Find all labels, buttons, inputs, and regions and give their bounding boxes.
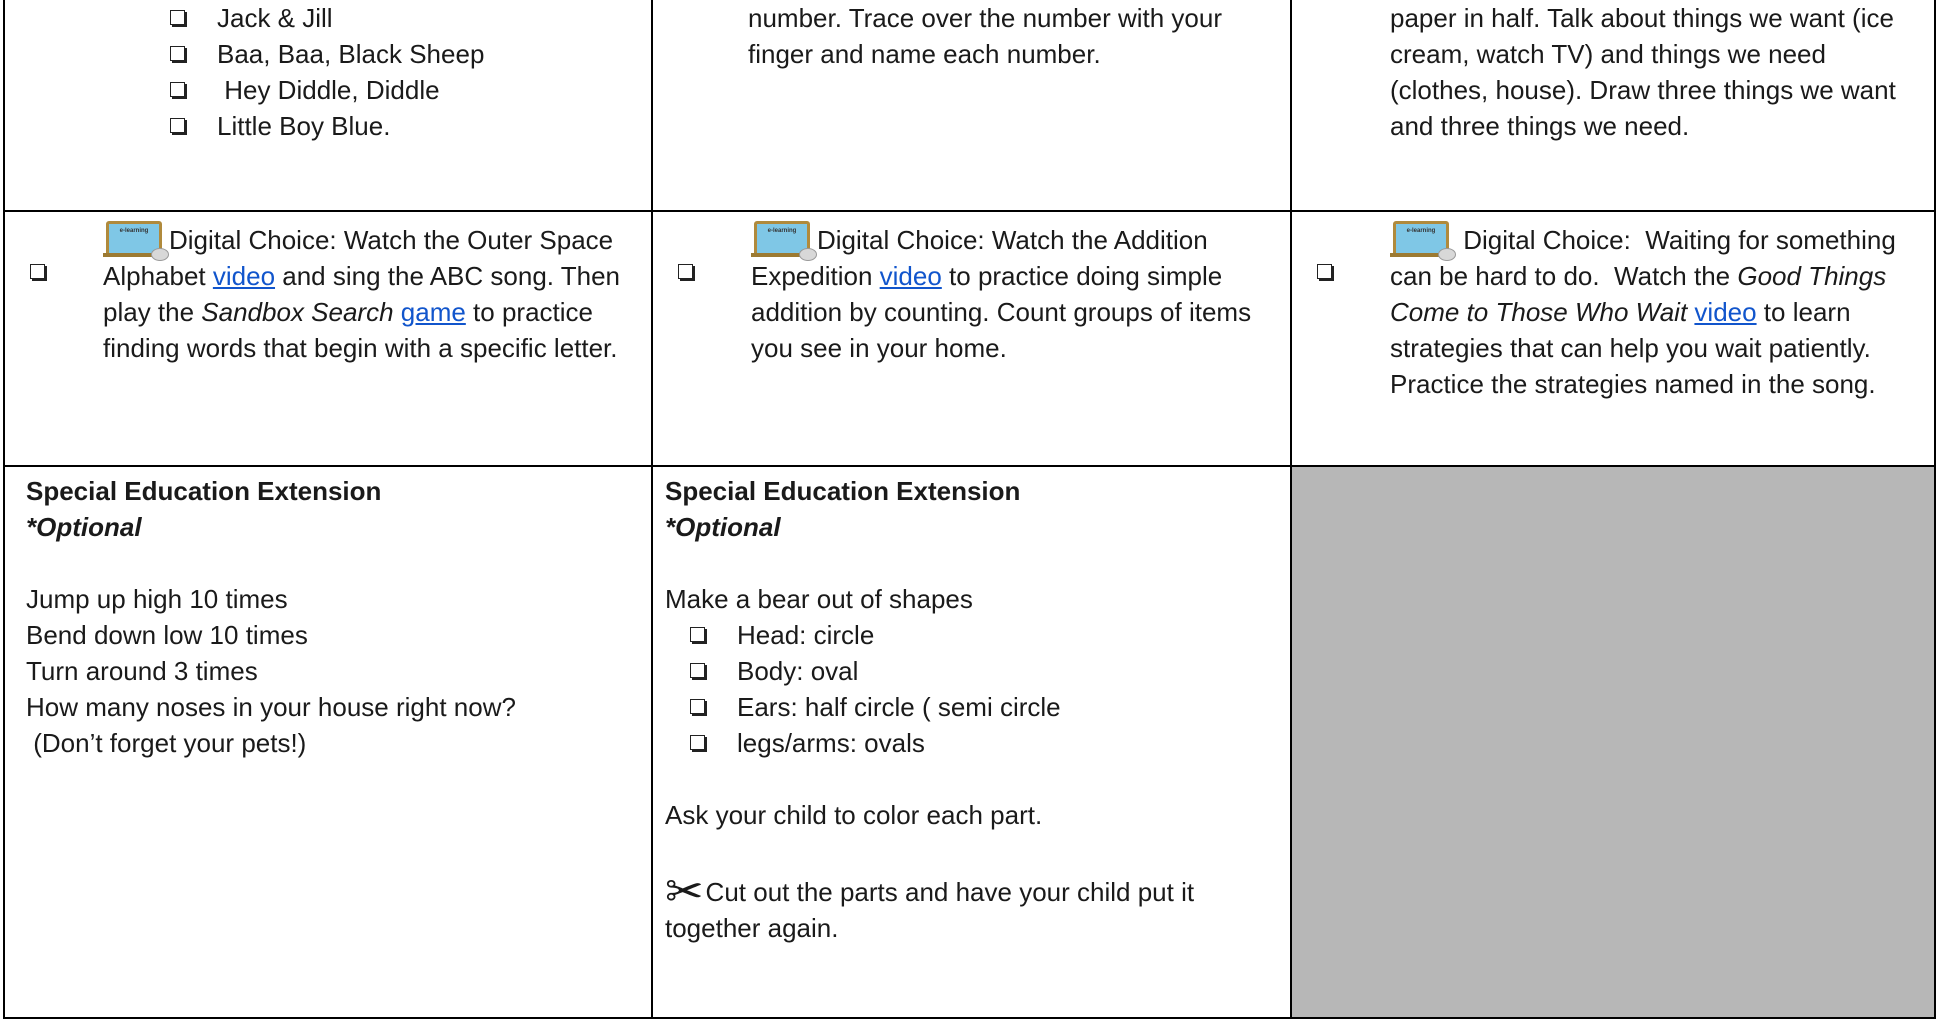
list-item[interactable]: Jack & Jill — [170, 0, 651, 36]
list-item[interactable]: Baa, Baa, Black Sheep — [170, 36, 651, 72]
rhymes-list — [170, 0, 651, 144]
optional-label: *Optional — [26, 512, 142, 542]
checkbox[interactable] — [678, 264, 693, 279]
list-item[interactable]: Ears: half circle ( semi circle — [690, 689, 1278, 725]
scissors-icon: ✂ — [665, 865, 704, 917]
activity-line: Turn around 3 times — [26, 656, 258, 686]
video-link[interactable]: video — [1694, 297, 1757, 327]
activity-line: Jump up high 10 times — [26, 584, 288, 614]
empty-gray-cell — [1291, 466, 1935, 1018]
table-row — [4, 0, 1935, 211]
laptop-icon: e-learning — [1390, 222, 1452, 258]
digital-text: Digital Choice: Waiting for something can be hard to do. Watch the — [1390, 225, 1904, 291]
wants-needs-cell — [1291, 0, 1935, 211]
digital-choice-cell-1: e-learning Digital Choice: Watch the Outer Space Alphabet video and sing the ABC song. Then play the Sandbox Search game to practice finding words that begin with a specific letter. — [4, 211, 652, 466]
list-item[interactable]: Little Boy Blue. — [170, 108, 651, 144]
digital-choice-cell-2: e-learning Digital Choice: Watch the Addition Expedition video to practice doing simple addition by counting. Count groups of items you see in your home. — [652, 211, 1291, 466]
bear-intro: Make a bear out of shapes — [665, 584, 973, 614]
list-item[interactable]: legs/arms: ovals — [690, 725, 1278, 761]
rhymes-cell — [4, 0, 652, 211]
activity-line: How many noses in your house right now? — [26, 692, 516, 722]
optional-label: *Optional — [665, 512, 781, 542]
checkbox[interactable] — [30, 264, 45, 279]
special-ed-cell-2 — [652, 466, 1291, 1018]
activity-line: Bend down low 10 times — [26, 620, 308, 650]
section-heading: Special Education Extension — [26, 476, 382, 506]
laptop-icon: e-learning — [751, 222, 813, 258]
color-instruction: Ask your child to color each part. — [665, 800, 1043, 830]
numbers-text: number. Trace over the number with your finger and name each number. — [748, 3, 1223, 69]
list-item[interactable]: Body: oval — [690, 653, 1278, 689]
cut-instruction: Cut out the parts and have your child put it together again. — [665, 877, 1195, 943]
shapes-list — [690, 617, 1278, 761]
digital-choice-cell-3: e-learning Digital Choice: Waiting for something can be hard to do. Watch the Good Things Come to Those Who Wait video to learn strategies that can help you wait patiently. Practice the strategies named in the song. — [1291, 211, 1935, 466]
cut-instruction-block — [665, 865, 1278, 946]
activity-line: (Don’t forget your pets!) — [26, 728, 307, 758]
special-ed-cell-1 — [4, 466, 652, 1018]
list-item[interactable]: Head: circle — [690, 617, 1278, 653]
list-item[interactable]: Hey Diddle, Diddle — [170, 72, 651, 108]
video-link[interactable]: video — [212, 261, 276, 291]
activity-table — [3, 0, 1936, 1019]
table-row — [4, 466, 1935, 1018]
numbers-cell — [652, 0, 1291, 211]
laptop-icon: e-learning — [103, 222, 165, 258]
video-link[interactable]: video — [879, 261, 942, 291]
table-row — [4, 211, 1935, 466]
digital-text: Digital Choice: Watch the Outer Space Alphabet — [103, 225, 614, 291]
game-link[interactable]: game — [400, 297, 466, 327]
wants-needs-text: paper in half. Talk about things we want (ice cream, watch TV) and things we need (clothes, house). Draw three things we want and three things we need. — [1390, 3, 1896, 141]
checkbox[interactable] — [1317, 264, 1332, 279]
section-heading: Special Education Extension — [665, 476, 1021, 506]
digital-text: Digital Choice: Watch the Addition Expedition — [751, 225, 1208, 291]
